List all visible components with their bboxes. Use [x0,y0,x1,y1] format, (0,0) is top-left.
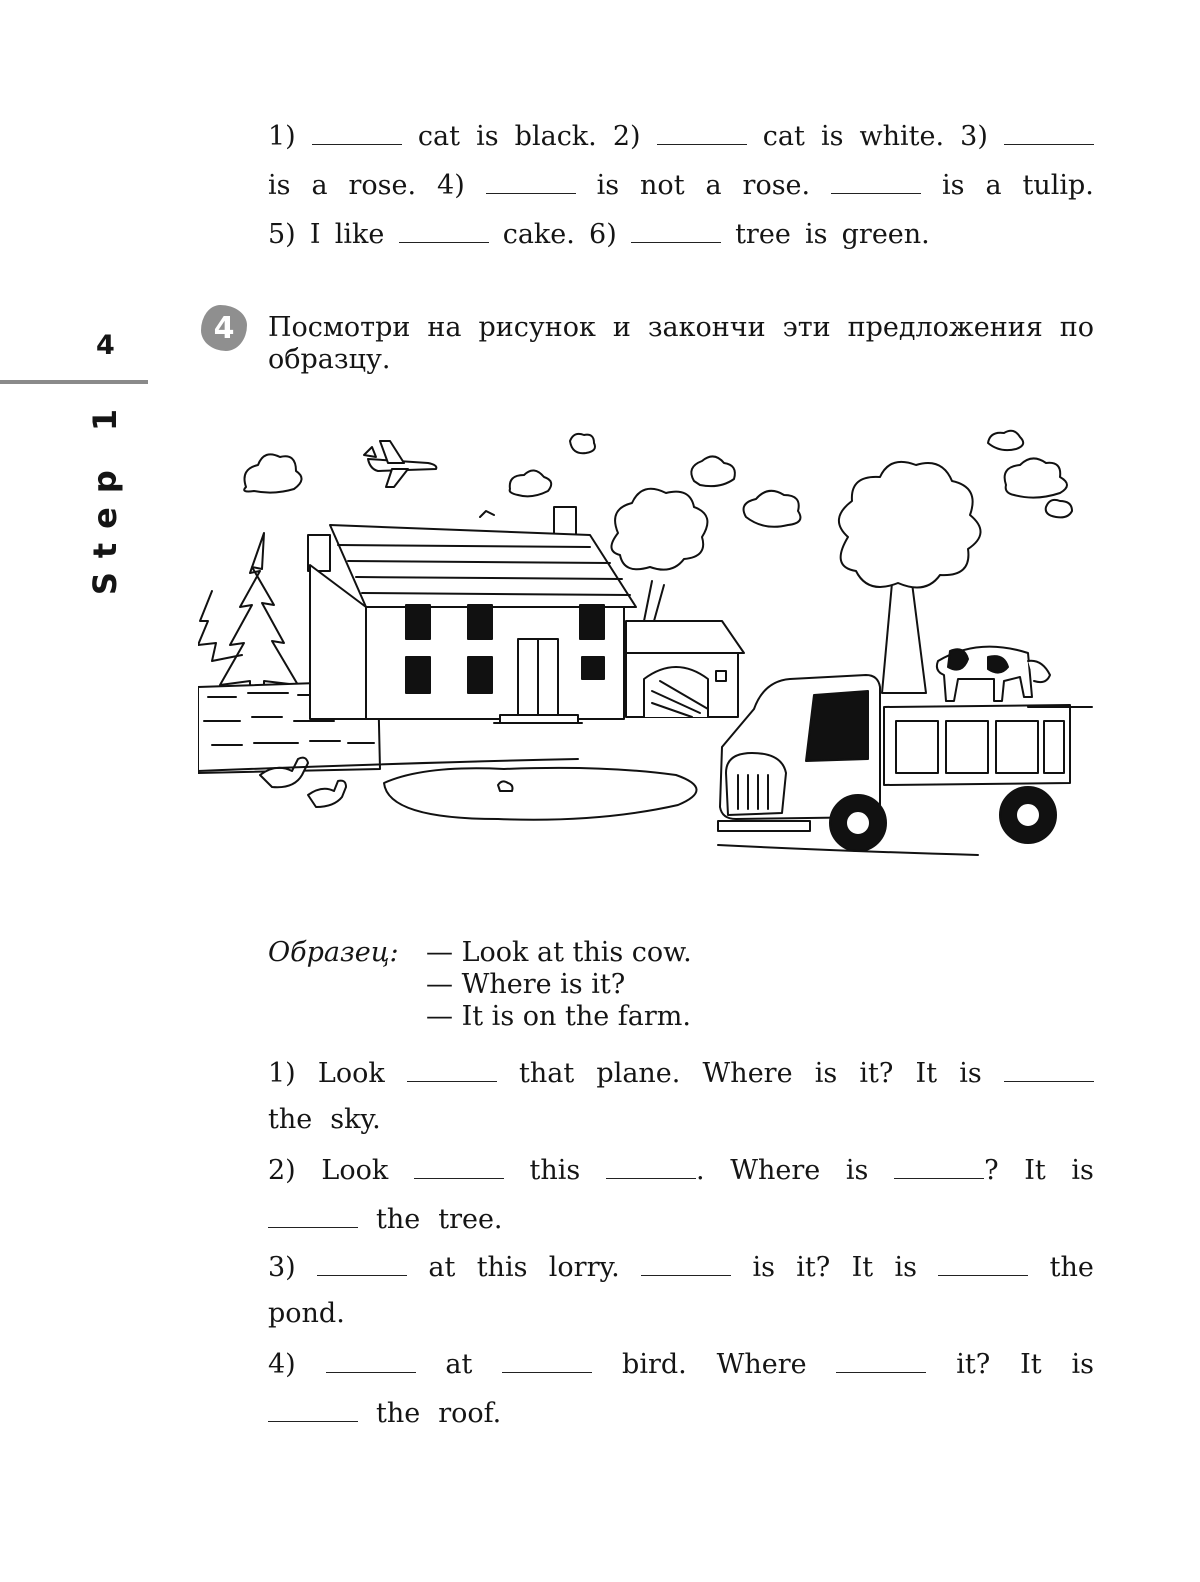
ex3-line-1 [268,118,1094,158]
word: is [596,170,620,201]
word: that [519,1058,575,1089]
cloud-icon [510,470,552,496]
word: not [640,170,685,201]
word: It [915,1058,938,1089]
word: cat [417,121,460,152]
word: Where [730,1155,821,1186]
word: it? [956,1349,991,1380]
word: pond. [268,1298,345,1329]
barn-icon [626,621,744,717]
pond-icon [384,768,697,820]
word: a [705,170,722,201]
question-3-line-2 [268,1298,1094,1338]
item-number: 1) [268,121,296,152]
word: Look [321,1155,389,1186]
blank[interactable] [938,1249,1028,1276]
question-2-line-2 [268,1201,1094,1241]
cow-icon [937,647,1050,701]
word: lorry. [548,1252,620,1283]
item-number: 6) [589,219,617,250]
word: is [894,1252,917,1283]
blank[interactable] [414,1152,504,1179]
word: is [959,1058,982,1089]
word: a [311,170,328,201]
word: is [820,121,844,152]
blank[interactable] [657,118,747,145]
cloud-icon [988,431,1072,518]
word: It [851,1252,874,1283]
word: is [845,1155,869,1186]
punctuation: . [695,1155,705,1186]
plane-icon [364,441,436,487]
blank[interactable] [606,1152,696,1179]
word: it? [859,1058,894,1089]
fir-tree-icon [198,533,298,697]
word: I [309,219,321,250]
word: the [268,1104,313,1135]
blank[interactable] [407,1055,497,1082]
blank[interactable] [641,1249,731,1276]
word: roof. [438,1398,502,1429]
question-1-line-2 [268,1104,1094,1144]
item-number: 4) [437,170,465,201]
question-4-line-1 [268,1346,1094,1386]
word: at [445,1349,473,1380]
blank[interactable] [486,167,576,194]
word: at [428,1252,456,1283]
word: is [804,219,828,250]
blank[interactable] [831,167,921,194]
word: sky. [330,1104,381,1135]
word: is [268,170,291,201]
sidebar-divider [0,380,148,384]
sample-line: — Look at this cow. [426,937,692,968]
question-2-line-1 [268,1152,1094,1192]
word: is [814,1058,838,1089]
step-label: Step 1 [86,394,124,596]
word: tree. [438,1204,503,1235]
page-number: 4 [96,330,115,361]
exercise-number-badge: 4 [201,305,247,351]
item-number: 3) [960,121,988,152]
blank[interactable] [326,1346,416,1373]
blank[interactable] [268,1395,358,1422]
question-3-line-1 [268,1249,1094,1289]
word: green. [841,219,930,250]
exercise-instruction: Посмотри на рисунок и закончи эти предложения по образцу. [268,312,1094,375]
word: is [476,121,499,152]
word: this [476,1252,528,1283]
sample-label: Образец: [268,937,399,968]
word: cake. [502,219,575,250]
word: like [334,219,385,250]
sample-line: — It is on the farm. [426,1001,691,1032]
word: tree [735,219,791,250]
sample-dialogue [426,937,692,1033]
blank[interactable] [312,118,402,145]
cloud-icon [691,456,800,526]
word: bird. [622,1349,687,1380]
item-number: 2) [268,1155,296,1186]
word: It [1024,1155,1046,1186]
cloud-icon [570,434,595,453]
word: the [376,1398,421,1429]
blank[interactable] [268,1201,358,1228]
word: plane. [596,1058,681,1089]
blank[interactable] [399,216,489,243]
item-number: 3) [268,1252,296,1283]
blank[interactable] [894,1152,984,1179]
blank[interactable] [631,216,721,243]
question-1-line-1 [268,1055,1094,1095]
blank[interactable] [836,1346,926,1373]
word: rose. [742,170,811,201]
item-number: 1) [268,1058,296,1089]
farmhouse-icon [308,507,636,723]
item-number: 2) [612,121,641,152]
word: a [985,170,1002,201]
word: is [1071,1349,1094,1380]
word: is [752,1252,775,1283]
word: this [529,1155,581,1186]
lorry-icon [718,675,1070,851]
word: is [942,170,965,201]
word: rose. [348,170,417,201]
word: tulip. [1022,170,1094,201]
cloud-icon [244,454,301,492]
ex3-line-3 [268,216,1094,256]
word: the [376,1204,421,1235]
word: Where [702,1058,793,1089]
word: cat [762,121,805,152]
item-number: 5) [268,219,296,250]
sample-line: — Where is it? [426,969,626,1000]
blank[interactable] [1004,118,1094,145]
word: It [1020,1349,1042,1380]
item-number: 4) [268,1349,296,1380]
farm-illustration [198,425,1093,875]
word: it? [796,1252,831,1283]
ex3-line-2 [268,167,1094,207]
blank[interactable] [1004,1055,1094,1082]
word: Where [716,1349,807,1380]
word: white. [859,121,945,152]
blank[interactable] [502,1346,592,1373]
question-4-line-2 [268,1395,1094,1435]
word: the [1049,1252,1094,1283]
word: Look [317,1058,385,1089]
word: is [1071,1155,1094,1186]
blank[interactable] [317,1249,407,1276]
punctuation: ? [984,1155,999,1186]
word: black. [514,121,597,152]
